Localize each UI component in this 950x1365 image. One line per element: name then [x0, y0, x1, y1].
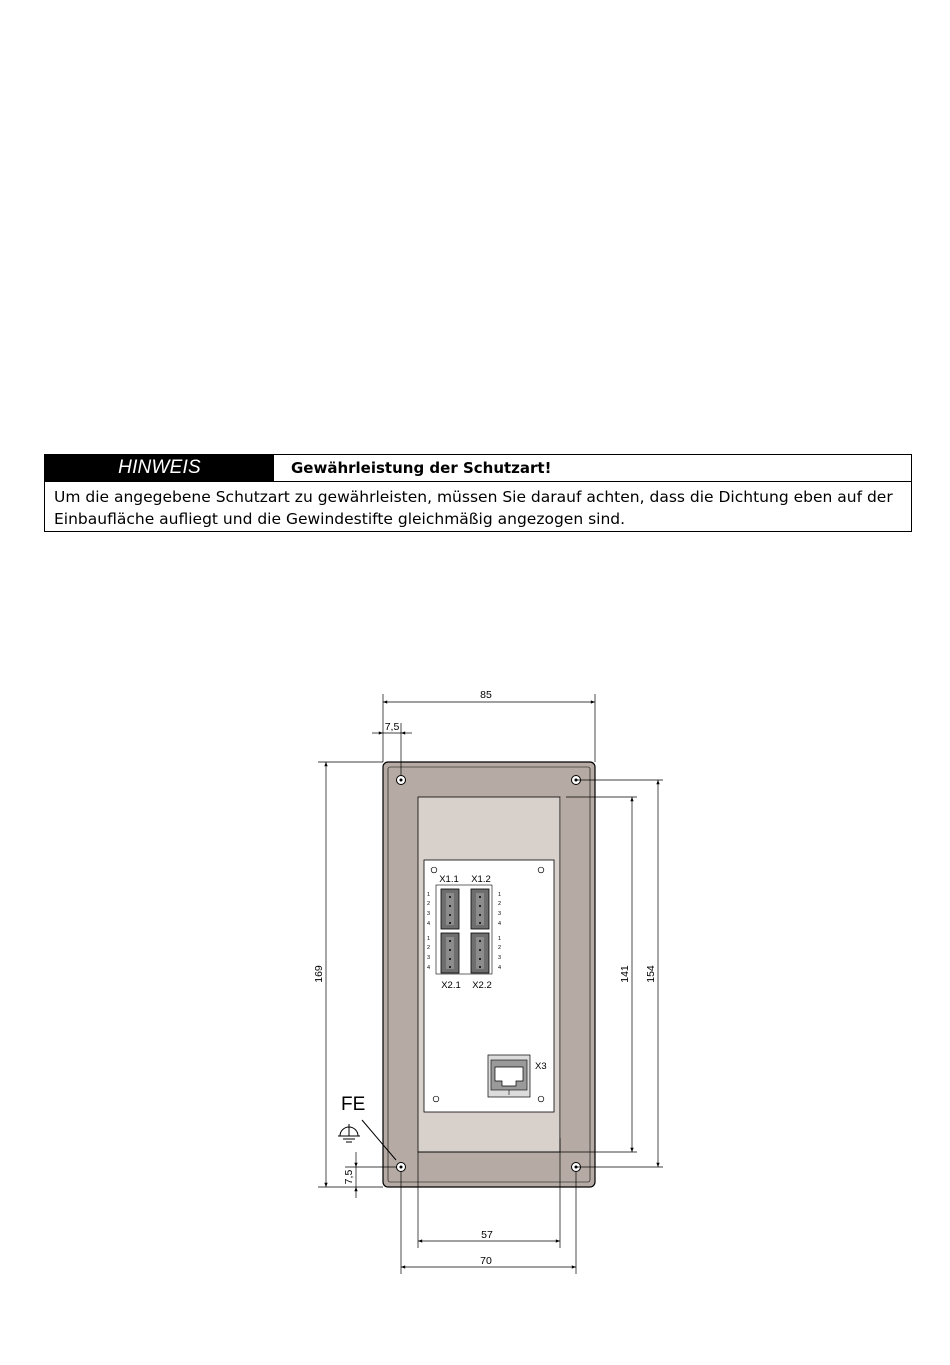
notice-title: Gewährleistung der Schutzart!: [291, 459, 552, 477]
notice-label: HINWEIS: [45, 455, 274, 481]
connector-label-x3: X3: [535, 1061, 547, 1072]
dim-hole-spacing-horizontal: 70: [480, 1255, 492, 1267]
connector-label-x1-1: X1.1: [439, 874, 459, 885]
plate-screw: [538, 1096, 544, 1102]
connector-label-x1-2: X1.2: [471, 874, 491, 885]
mounting-hole: [397, 776, 406, 785]
pin-number: 1: [427, 936, 431, 942]
pin-number: 3: [427, 911, 431, 917]
connector-x2-2: [471, 933, 489, 973]
pin-number: 4: [498, 965, 502, 971]
dim-hole-spacing-vertical: 154: [645, 965, 657, 983]
dim-height-total: 169: [313, 965, 325, 983]
pin-number: 4: [427, 965, 431, 971]
connector-label-x2-2: X2.2: [472, 980, 492, 991]
plate-screw: [431, 867, 437, 873]
pin-number: 3: [498, 955, 502, 961]
dim-height-inner: 141: [619, 965, 631, 983]
dim-width-total: 85: [480, 689, 492, 701]
pin-number: 2: [498, 901, 502, 907]
plate-screw: [538, 867, 544, 873]
notice-text: Um die angegebene Schutzart zu gewährleisten, müssen Sie darauf achten, dass die Dichtung eben auf der Einbaufläche aufliegt und die Gewindestifte gleichmäßig angezogen sind.: [54, 488, 893, 528]
panel-right-strip: [560, 797, 566, 1152]
connector-label-x2-1: X2.1: [441, 980, 461, 991]
connector-x1-2: [471, 889, 489, 929]
pin-number: 1: [498, 892, 502, 898]
pin-number: 3: [427, 955, 431, 961]
connector-x2-1: [441, 933, 459, 973]
plate-screw: [433, 1096, 439, 1102]
ground-label: FE: [341, 1094, 366, 1115]
dim-width-inner: 57: [481, 1229, 493, 1241]
pin-number: 2: [427, 945, 431, 951]
pin-number: 4: [498, 921, 502, 927]
pin-number: 1: [498, 936, 502, 942]
pin-number: 4: [427, 921, 431, 927]
ethernet-port-x3: [488, 1055, 530, 1097]
pin-number: 3: [498, 911, 502, 917]
dim-hole-offset-top: 7,5: [384, 721, 400, 733]
dim-hole-offset-bottom: 7,5: [343, 1169, 355, 1185]
pin-number: 2: [498, 945, 502, 951]
mounting-hole: [397, 1163, 406, 1172]
pin-number: 1: [427, 892, 431, 898]
pin-number: 2: [427, 901, 431, 907]
connector-x1-1: [441, 889, 459, 929]
